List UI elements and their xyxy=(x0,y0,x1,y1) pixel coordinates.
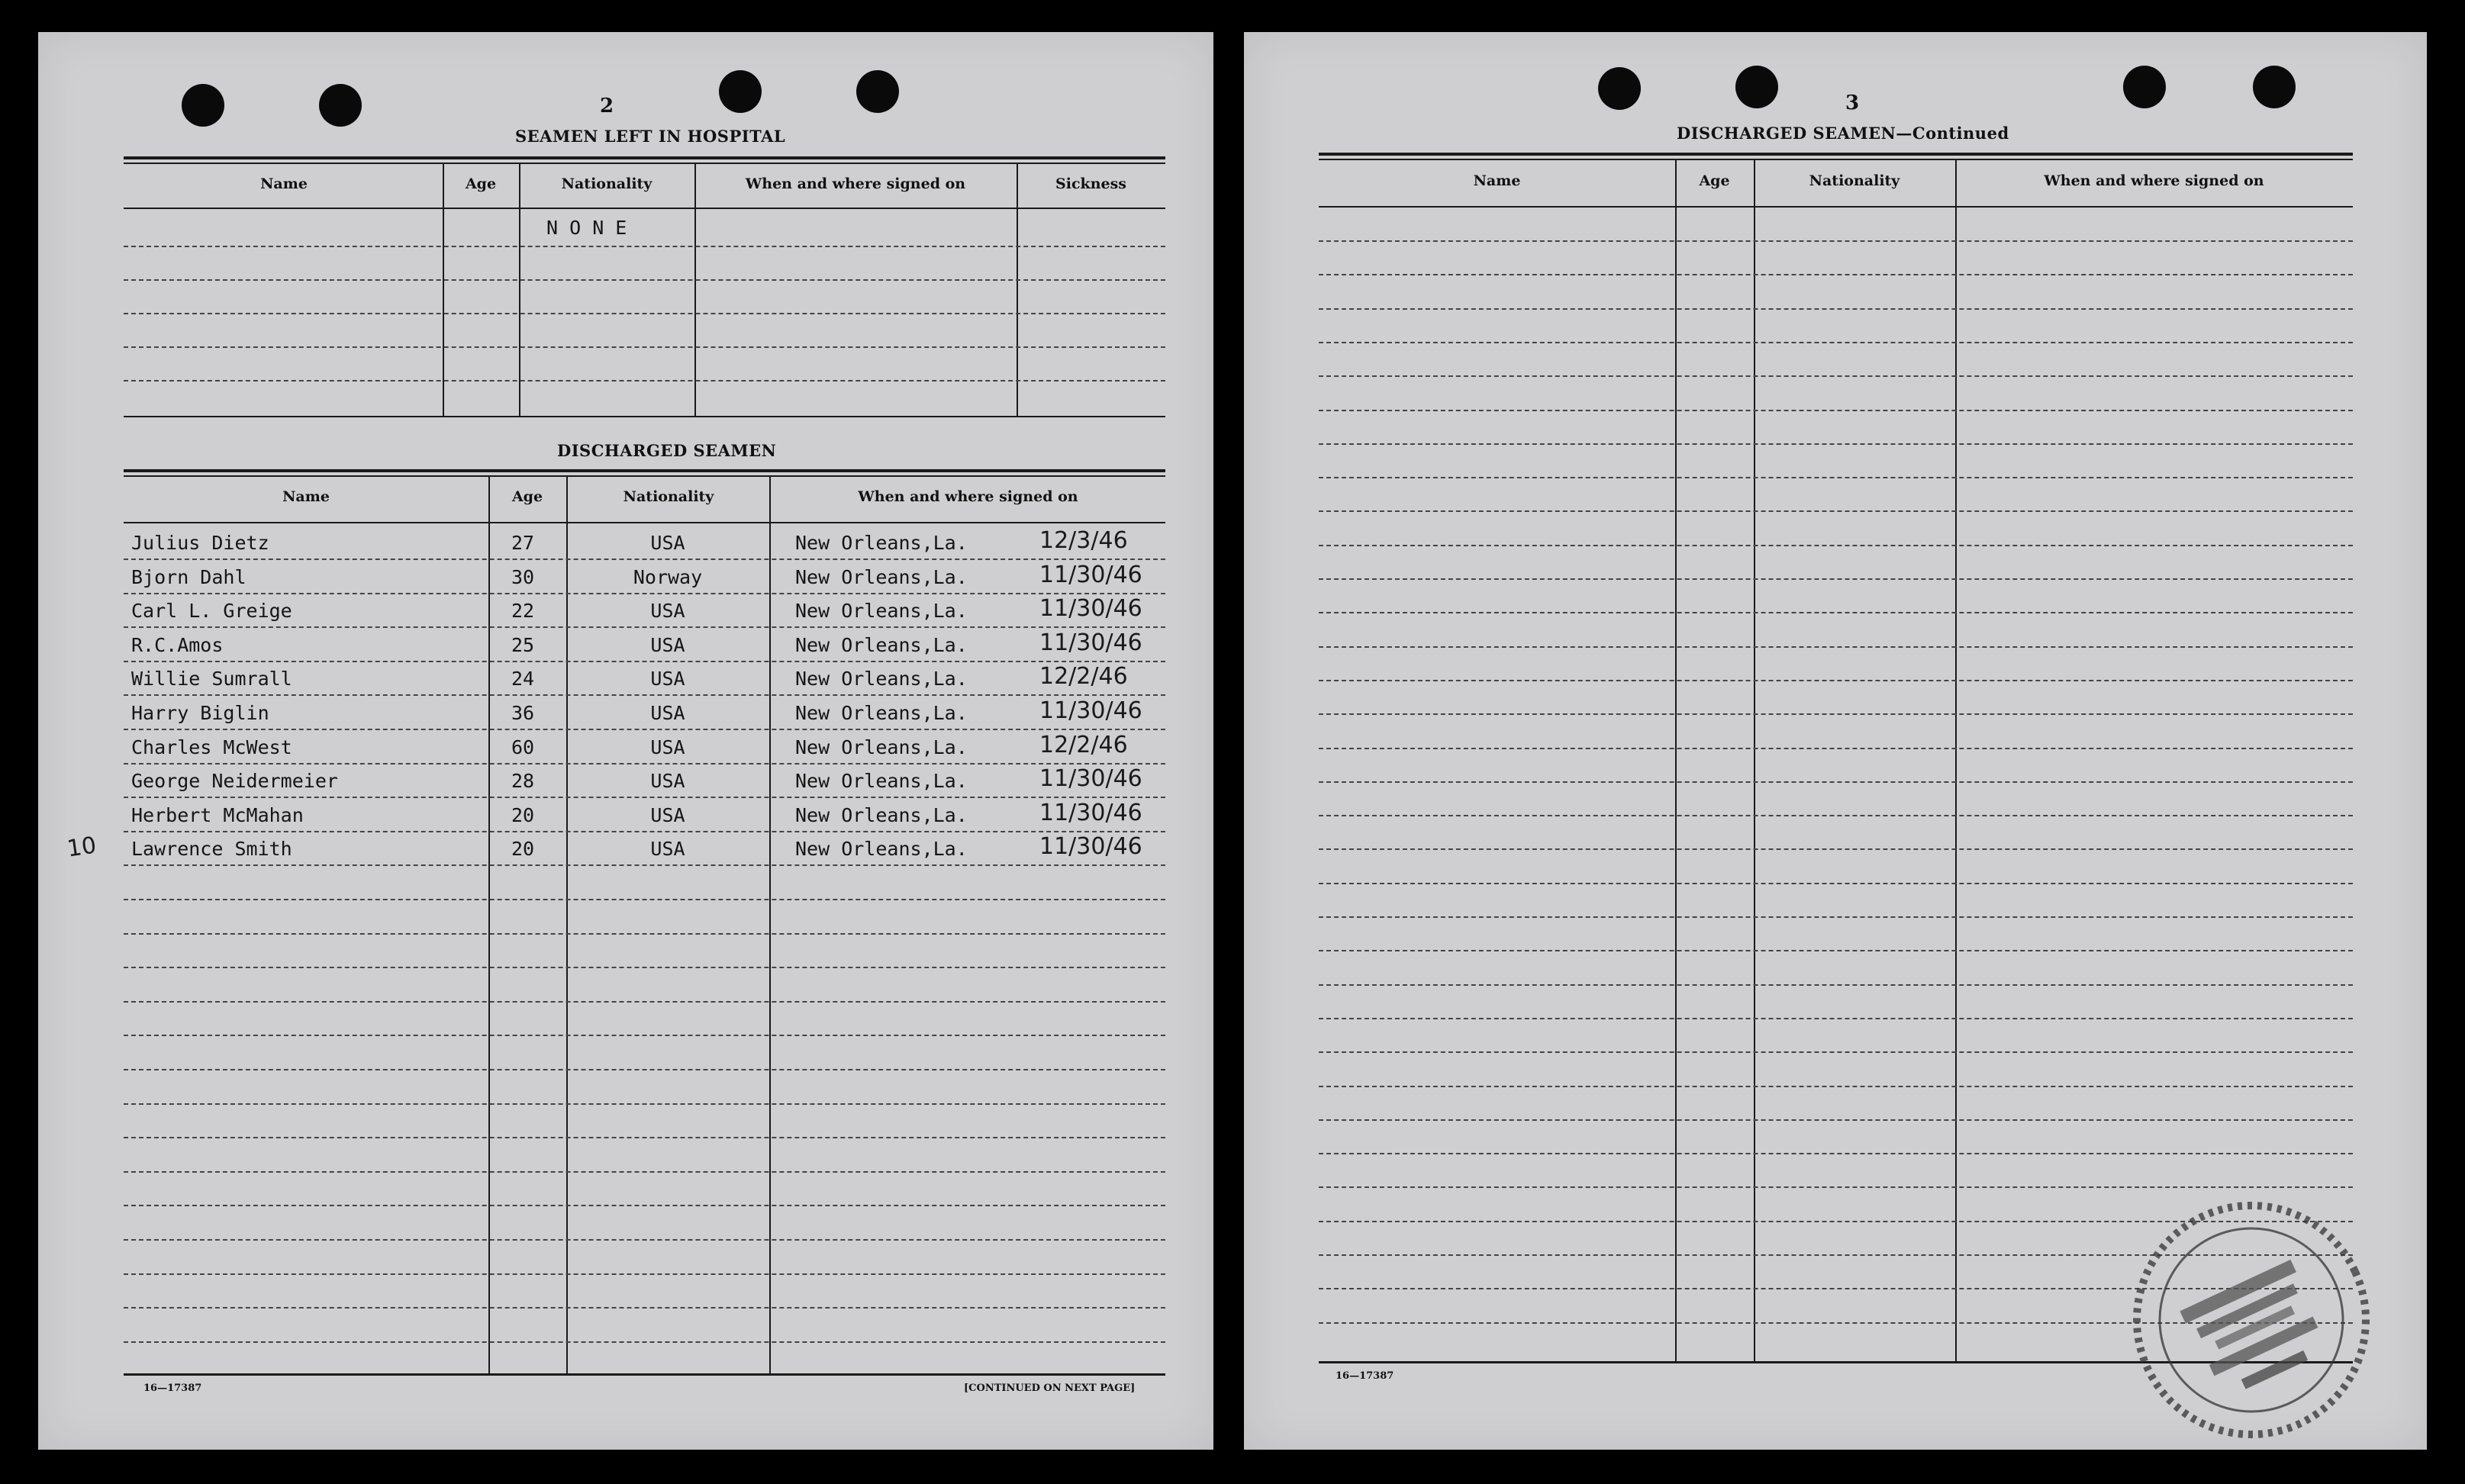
discharged-section-title: DISCHARGED SEAMEN xyxy=(557,441,777,460)
seaman-nationality: USA xyxy=(650,600,685,623)
row-rule xyxy=(1319,612,2353,613)
right-header-age: Age xyxy=(1699,172,1730,189)
page-number: 2 xyxy=(600,95,614,117)
discharged-header-signed-on: When and where signed on xyxy=(858,488,1078,505)
signed-on-place: New Orleans,La. xyxy=(795,633,968,656)
seaman-nationality: USA xyxy=(650,736,685,758)
row-rule xyxy=(1319,781,2353,783)
header-nationality: Nationality xyxy=(561,175,652,192)
right-section-title: DISCHARGED SEAMEN—Continued xyxy=(1677,124,2009,143)
row-rule xyxy=(124,1001,1165,1003)
row-rule xyxy=(124,1137,1165,1138)
seaman-age: 36 xyxy=(511,702,535,724)
row-rule xyxy=(1319,342,2353,343)
signed-on-place: New Orleans,La. xyxy=(795,736,968,758)
continued-note: [CONTINUED ON NEXT PAGE] xyxy=(964,1383,1136,1394)
row-rule xyxy=(124,933,1165,935)
signed-on-place: New Orleans,La. xyxy=(795,770,968,793)
signed-on-date: 12/2/46 xyxy=(1039,731,1128,758)
row-rule xyxy=(1319,713,2353,715)
signed-on-date: 11/30/46 xyxy=(1039,697,1142,724)
seaman-nationality: USA xyxy=(650,668,685,690)
punch-hole xyxy=(2123,66,2166,108)
seaman-nationality: USA xyxy=(650,532,685,554)
punch-hole xyxy=(1598,67,1641,110)
header-age: Age xyxy=(465,175,497,192)
row-rule xyxy=(1319,274,2353,275)
seaman-nationality: USA xyxy=(650,702,685,724)
row-rule xyxy=(1319,984,2353,986)
discharged-header-nationality: Nationality xyxy=(623,488,714,505)
row-rule xyxy=(1319,477,2353,478)
signed-on-date: 11/30/46 xyxy=(1039,765,1142,793)
row-rule xyxy=(1319,748,2353,749)
row-rule xyxy=(124,1307,1165,1309)
row-rule xyxy=(1319,1086,2353,1087)
seaman-age: 20 xyxy=(511,803,535,826)
punch-hole xyxy=(719,70,762,113)
seaman-age: 27 xyxy=(511,532,535,554)
row-rule xyxy=(124,1103,1165,1105)
row-rule xyxy=(1319,410,2353,411)
punch-hole xyxy=(319,84,362,127)
row-rule xyxy=(124,899,1165,900)
seaman-name: Willie Sumrall xyxy=(131,668,292,690)
row-rule xyxy=(1319,680,2353,681)
row-rule xyxy=(124,967,1165,968)
right-header-nationality: Nationality xyxy=(1809,172,1900,189)
seaman-age: 22 xyxy=(511,600,535,623)
right-header-signed-on: When and where signed on xyxy=(2044,172,2264,189)
signed-on-date: 11/30/46 xyxy=(1039,595,1142,623)
seaman-name: George Neidermeier xyxy=(131,770,338,793)
row-rule xyxy=(1319,1119,2353,1121)
row-rule xyxy=(1319,545,2353,546)
signed-on-date: 12/2/46 xyxy=(1039,663,1128,690)
row-rule xyxy=(124,1239,1165,1241)
seaman-name: Julius Dietz xyxy=(131,532,269,554)
row-rule xyxy=(1319,950,2353,951)
row-rule xyxy=(124,559,1165,560)
row-rule xyxy=(1319,883,2353,884)
right-header-name: Name xyxy=(1473,172,1521,189)
punch-hole xyxy=(182,84,224,127)
punch-hole xyxy=(1735,66,1778,108)
signed-on-date: 11/30/46 xyxy=(1039,833,1142,861)
row-rule xyxy=(124,763,1165,765)
row-rule xyxy=(1319,916,2353,918)
punch-hole xyxy=(856,70,899,113)
header-name: Name xyxy=(260,175,308,192)
signed-on-place: New Orleans,La. xyxy=(795,565,968,588)
signed-on-date: 11/30/46 xyxy=(1039,629,1142,656)
row-rule xyxy=(124,864,1165,866)
seaman-name: Harry Biglin xyxy=(131,702,269,724)
row-rule xyxy=(1319,815,2353,816)
seaman-age: 20 xyxy=(511,838,535,861)
seaman-name: Charles McWest xyxy=(131,736,292,758)
seaman-name: Carl L. Greige xyxy=(131,600,292,623)
hospital-none-text: N O N E xyxy=(546,217,627,239)
margin-count: 10 xyxy=(65,832,98,863)
seaman-nationality: USA xyxy=(650,803,685,826)
seaman-name: Bjorn Dahl xyxy=(131,565,246,588)
row-rule xyxy=(124,1273,1165,1275)
row-rule xyxy=(124,1171,1165,1173)
seaman-nationality: Norway xyxy=(633,565,703,588)
header-sickness: Sickness xyxy=(1055,175,1126,192)
row-rule xyxy=(124,694,1165,696)
seaman-age: 28 xyxy=(511,770,535,793)
signed-on-place: New Orleans,La. xyxy=(795,838,968,861)
row-rule xyxy=(1319,240,2353,242)
seaman-name: Lawrence Smith xyxy=(131,838,292,861)
row-rule xyxy=(124,661,1165,662)
row-rule xyxy=(124,797,1165,798)
seaman-nationality: USA xyxy=(650,838,685,861)
signed-on-date: 11/30/46 xyxy=(1039,561,1142,588)
right-form-number: 16—17387 xyxy=(1336,1370,1394,1382)
row-rule xyxy=(124,831,1165,832)
discharged-header-name: Name xyxy=(282,488,330,505)
seaman-age: 30 xyxy=(511,565,535,588)
row-rule xyxy=(1319,1186,2353,1188)
seaman-nationality: USA xyxy=(650,770,685,793)
left-form-number: 16—17387 xyxy=(143,1383,202,1394)
signed-on-place: New Orleans,La. xyxy=(795,600,968,623)
row-rule xyxy=(1319,848,2353,850)
seaman-age: 25 xyxy=(511,633,535,656)
hospital-section-title: SEAMEN LEFT IN HOSPITAL xyxy=(515,127,786,146)
signed-on-date: 11/30/46 xyxy=(1039,799,1142,826)
row-rule xyxy=(124,1069,1165,1070)
row-rule xyxy=(1319,646,2353,648)
signed-on-date: 12/3/46 xyxy=(1039,527,1128,554)
row-rule xyxy=(1319,375,2353,377)
row-rule xyxy=(124,593,1165,594)
row-rule xyxy=(1319,578,2353,580)
seaman-age: 60 xyxy=(511,736,535,758)
right-page-number: 3 xyxy=(1845,92,1860,114)
row-rule xyxy=(124,1035,1165,1036)
row-rule xyxy=(1319,443,2353,445)
row-rule xyxy=(1319,1018,2353,1019)
discharged-header-age: Age xyxy=(511,488,543,505)
row-rule xyxy=(124,729,1165,730)
header-signed-on: When and where signed on xyxy=(745,175,966,192)
seaman-age: 24 xyxy=(511,668,535,690)
signed-on-place: New Orleans,La. xyxy=(795,668,968,690)
seaman-name: Herbert McMahan xyxy=(131,803,304,826)
seaman-nationality: USA xyxy=(650,633,685,656)
row-rule xyxy=(124,1205,1165,1206)
signed-on-place: New Orleans,La. xyxy=(795,702,968,724)
received-stamp-seal xyxy=(2125,1198,2377,1442)
punch-hole xyxy=(2253,66,2296,108)
row-rule xyxy=(1319,308,2353,310)
seaman-name: R.C.Amos xyxy=(131,633,224,656)
signed-on-place: New Orleans,La. xyxy=(795,532,968,554)
row-rule xyxy=(124,1341,1165,1343)
row-rule xyxy=(1319,1153,2353,1154)
row-rule xyxy=(1319,510,2353,512)
row-rule xyxy=(124,626,1165,628)
signed-on-place: New Orleans,La. xyxy=(795,803,968,826)
row-rule xyxy=(1319,1051,2353,1053)
